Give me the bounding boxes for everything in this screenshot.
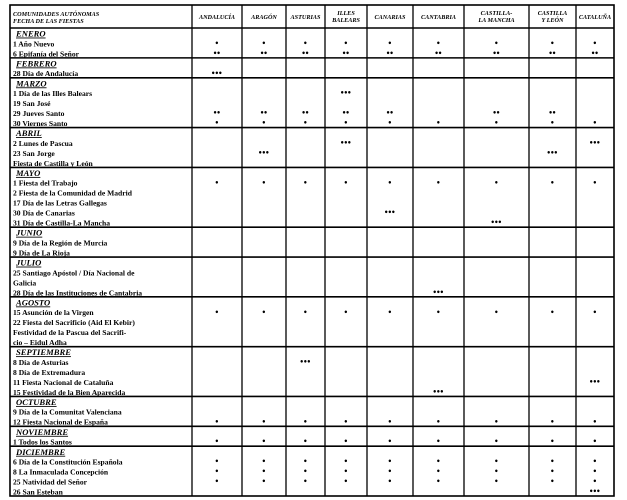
month-header: MARZO bbox=[16, 78, 47, 89]
holiday-mark: • bbox=[262, 466, 266, 477]
holiday-mark: • bbox=[388, 436, 392, 447]
holiday-label: Galicia bbox=[13, 278, 37, 288]
holiday-mark: • bbox=[344, 306, 348, 317]
holiday-label: 28 Día de Andalucía bbox=[13, 69, 79, 79]
holiday-mark: • bbox=[593, 466, 597, 477]
holiday-mark: • bbox=[303, 117, 308, 128]
region-header: ARAGÓN bbox=[251, 14, 277, 21]
holiday-label: 30 Viernes Santo bbox=[13, 118, 68, 128]
holiday-mark: • bbox=[262, 436, 266, 447]
holiday-mark: •• bbox=[301, 107, 310, 118]
holiday-mark: • bbox=[550, 416, 555, 427]
holiday-mark: • bbox=[344, 37, 348, 48]
holiday-mark: • bbox=[550, 476, 555, 487]
holiday-mark: • bbox=[262, 117, 266, 128]
month-header: AGOSTO bbox=[16, 297, 51, 308]
holiday-mark: • bbox=[262, 177, 266, 188]
holiday-label: 8 Día de Asturias bbox=[13, 357, 69, 367]
holiday-mark: • bbox=[436, 416, 441, 427]
holiday-mark: • bbox=[344, 416, 348, 427]
holiday-mark: •• bbox=[342, 47, 350, 58]
holiday-label: 2 Fiesta de la Comunidad de Madrid bbox=[13, 188, 132, 198]
holiday-mark: • bbox=[494, 466, 499, 477]
holiday-label: 2 Lunes de Pascua bbox=[13, 138, 73, 148]
holiday-mark: •• bbox=[492, 47, 501, 58]
month-header: NOVIEMBRE bbox=[16, 426, 69, 437]
holiday-mark: • bbox=[262, 476, 266, 487]
holiday-mark: •• bbox=[434, 47, 443, 58]
region-header: ILLES bbox=[337, 10, 355, 17]
holiday-mark: • bbox=[388, 117, 392, 128]
holiday-mark: • bbox=[593, 177, 597, 188]
holiday-label: 23 San Jorge bbox=[13, 148, 55, 158]
holiday-label: 22 Fiesta del Sacrificio (Aid El Kebir) bbox=[13, 318, 135, 328]
holiday-label: cio – Eidul Adha bbox=[13, 338, 67, 348]
holiday-mark: ••• bbox=[589, 486, 601, 497]
holiday-mark: •• bbox=[260, 107, 268, 118]
holiday-mark: ••• bbox=[547, 147, 558, 158]
holiday-mark: • bbox=[344, 177, 348, 188]
holiday-mark: •• bbox=[492, 107, 501, 118]
holiday-mark: • bbox=[303, 177, 308, 188]
holiday-mark: • bbox=[262, 37, 266, 48]
holiday-mark: • bbox=[550, 117, 555, 128]
region-header: LA MANCHA bbox=[478, 17, 515, 24]
holiday-label: Festividad de la Pascua del Sacrifi- bbox=[13, 328, 127, 338]
holiday-mark: • bbox=[593, 476, 597, 487]
holiday-label: 1 Todos los Santos bbox=[13, 437, 72, 447]
holiday-mark: • bbox=[494, 117, 499, 128]
holiday-mark: • bbox=[436, 436, 441, 447]
holiday-mark: • bbox=[593, 117, 597, 128]
holiday-mark: • bbox=[215, 37, 219, 48]
holiday-mark: ••• bbox=[433, 286, 444, 297]
holiday-mark: • bbox=[303, 37, 308, 48]
holiday-mark: • bbox=[550, 466, 555, 477]
holiday-mark: • bbox=[593, 436, 597, 447]
holiday-mark: • bbox=[215, 476, 219, 487]
holiday-mark: • bbox=[388, 416, 392, 427]
holiday-mark: •• bbox=[260, 47, 268, 58]
holiday-label: 1 Día de las Illes Balears bbox=[13, 89, 93, 99]
holiday-mark: •• bbox=[548, 47, 557, 58]
region-header: CASTILLA- bbox=[480, 10, 513, 17]
holiday-mark: • bbox=[436, 456, 441, 467]
holiday-mark: • bbox=[215, 436, 219, 447]
holiday-mark: • bbox=[344, 117, 348, 128]
holiday-label: 29 Jueves Santo bbox=[13, 109, 65, 119]
holiday-mark: • bbox=[388, 306, 392, 317]
holiday-label: 19 San José bbox=[13, 99, 51, 109]
holiday-mark: • bbox=[215, 306, 219, 317]
holiday-label: 30 Día de Canarias bbox=[13, 208, 75, 218]
holiday-mark: • bbox=[303, 456, 308, 467]
holiday-mark: • bbox=[388, 466, 392, 477]
holiday-mark: •• bbox=[386, 107, 394, 118]
holiday-mark: •• bbox=[342, 107, 350, 118]
holiday-label: 17 Día de las Letras Gallegas bbox=[13, 198, 107, 208]
holiday-mark: • bbox=[303, 436, 308, 447]
holiday-mark: • bbox=[344, 456, 348, 467]
month-header: SEPTIEMBRE bbox=[16, 347, 71, 358]
holiday-mark: • bbox=[436, 37, 441, 48]
header-label: COMUNIDADES AUTÓNOMAS bbox=[13, 11, 100, 18]
holiday-mark: • bbox=[344, 466, 348, 477]
holiday-mark: ••• bbox=[433, 386, 444, 397]
holiday-mark: • bbox=[388, 177, 392, 188]
month-header: ABRIL bbox=[16, 128, 42, 139]
holiday-mark: ••• bbox=[491, 217, 502, 228]
holiday-label: 26 San Esteban bbox=[13, 487, 63, 497]
holiday-label: 15 Festividad de la Bien Aparecida bbox=[13, 387, 126, 397]
holiday-mark: • bbox=[494, 476, 499, 487]
holiday-mark: • bbox=[215, 117, 219, 128]
holiday-mark: •• bbox=[386, 47, 394, 58]
holiday-mark: • bbox=[436, 117, 441, 128]
holiday-mark: • bbox=[550, 306, 555, 317]
holiday-mark: • bbox=[303, 306, 308, 317]
holiday-mark: • bbox=[215, 416, 219, 427]
holiday-mark: • bbox=[303, 416, 308, 427]
holiday-label: 1 Año Nuevo bbox=[13, 39, 55, 49]
holiday-mark: •• bbox=[548, 107, 557, 118]
holiday-mark: ••• bbox=[340, 137, 352, 148]
holiday-label: 11 Fiesta Nacional de Cataluña bbox=[13, 377, 114, 387]
table-content bbox=[13, 10, 611, 496]
holiday-mark: • bbox=[388, 37, 392, 48]
holiday-label: 6 Día de la Constitución Española bbox=[13, 457, 123, 467]
holiday-mark: • bbox=[344, 476, 348, 487]
holiday-mark: • bbox=[550, 177, 555, 188]
region-header: Y LEÓN bbox=[541, 17, 564, 24]
header-label: FECHA DE LAS FIESTAS bbox=[13, 18, 84, 25]
holiday-mark: • bbox=[593, 456, 597, 467]
holiday-mark: • bbox=[388, 476, 392, 487]
holiday-mark: • bbox=[215, 177, 219, 188]
holiday-mark: •• bbox=[213, 107, 221, 118]
holiday-mark: • bbox=[550, 436, 555, 447]
region-header: CASTILLA bbox=[537, 10, 568, 17]
region-header: ASTURIAS bbox=[290, 14, 321, 21]
holiday-label: 8 La Inmaculada Concepción bbox=[13, 467, 109, 477]
holiday-mark: • bbox=[262, 306, 266, 317]
holiday-mark: • bbox=[344, 436, 348, 447]
holiday-label: 9 Día de La Rioja bbox=[13, 248, 70, 258]
holiday-mark: • bbox=[303, 466, 308, 477]
holiday-mark: • bbox=[215, 456, 219, 467]
holiday-mark: •• bbox=[301, 47, 310, 58]
holiday-mark: • bbox=[436, 476, 441, 487]
month-header: MAYO bbox=[16, 167, 41, 178]
holiday-label: 8 Día de Extremadura bbox=[13, 367, 86, 377]
holiday-mark: ••• bbox=[300, 356, 311, 367]
month-header: JUNIO bbox=[16, 227, 43, 238]
month-header: OCTUBRE bbox=[16, 396, 57, 407]
holiday-mark: ••• bbox=[340, 87, 352, 98]
holiday-label: 25 Natividad del Señor bbox=[13, 477, 88, 487]
region-header: CANTABRIA bbox=[420, 14, 457, 21]
region-header: CANARIAS bbox=[374, 14, 406, 21]
holiday-label: 15 Asunción de la Virgen bbox=[13, 308, 94, 318]
region-header: CATALUÑA bbox=[578, 14, 612, 21]
holiday-mark: • bbox=[494, 456, 499, 467]
holiday-label: 25 Santiago Apóstol / Día Nacional de bbox=[13, 268, 135, 278]
holiday-mark: ••• bbox=[211, 67, 223, 78]
holiday-mark: • bbox=[494, 37, 499, 48]
holiday-mark: ••• bbox=[258, 147, 270, 158]
month-header: DICIEMBRE bbox=[16, 446, 66, 457]
holiday-mark: • bbox=[494, 436, 499, 447]
holiday-mark: • bbox=[436, 177, 441, 188]
holiday-mark: •• bbox=[591, 47, 599, 58]
region-header: ANDALUCÍA bbox=[198, 14, 236, 21]
holiday-mark: ••• bbox=[384, 207, 396, 218]
month-header: JULIO bbox=[16, 257, 42, 268]
holiday-mark: • bbox=[593, 37, 597, 48]
holiday-label: 1 Fiesta del Trabajo bbox=[13, 178, 78, 188]
holiday-mark: • bbox=[436, 306, 441, 317]
holiday-label: 6 Epifanía del Señor bbox=[13, 49, 80, 59]
holiday-label: 31 Día de Castilla-La Mancha bbox=[13, 218, 111, 228]
holiday-mark: • bbox=[593, 306, 597, 317]
holiday-mark: • bbox=[388, 456, 392, 467]
month-header: ENERO bbox=[16, 28, 46, 39]
month-header: FEBRERO bbox=[16, 58, 57, 69]
holiday-mark: •• bbox=[213, 47, 221, 58]
holiday-label: 12 Fiesta Nacional de España bbox=[13, 417, 108, 427]
holiday-mark: • bbox=[550, 37, 555, 48]
region-header: BALEARS bbox=[332, 17, 360, 24]
holiday-mark: • bbox=[494, 416, 499, 427]
holiday-mark: ••• bbox=[589, 137, 601, 148]
holiday-mark: • bbox=[494, 306, 499, 317]
holiday-mark: • bbox=[550, 456, 555, 467]
holiday-mark: • bbox=[303, 476, 308, 487]
holiday-label: 9 Día de la Comunitat Valenciana bbox=[13, 407, 122, 417]
holiday-mark: • bbox=[262, 456, 266, 467]
holiday-label: 9 Día de la Región de Murcia bbox=[13, 238, 108, 248]
holiday-mark: • bbox=[494, 177, 499, 188]
holiday-mark: • bbox=[436, 466, 441, 477]
holiday-mark: • bbox=[593, 416, 597, 427]
holiday-mark: • bbox=[262, 416, 266, 427]
holiday-label: Fiesta de Castilla y León bbox=[13, 158, 93, 168]
holiday-mark: ••• bbox=[589, 376, 601, 387]
holiday-mark: • bbox=[215, 466, 219, 477]
holiday-label: 28 Día de las Instituciones de Cantabria bbox=[13, 288, 143, 298]
